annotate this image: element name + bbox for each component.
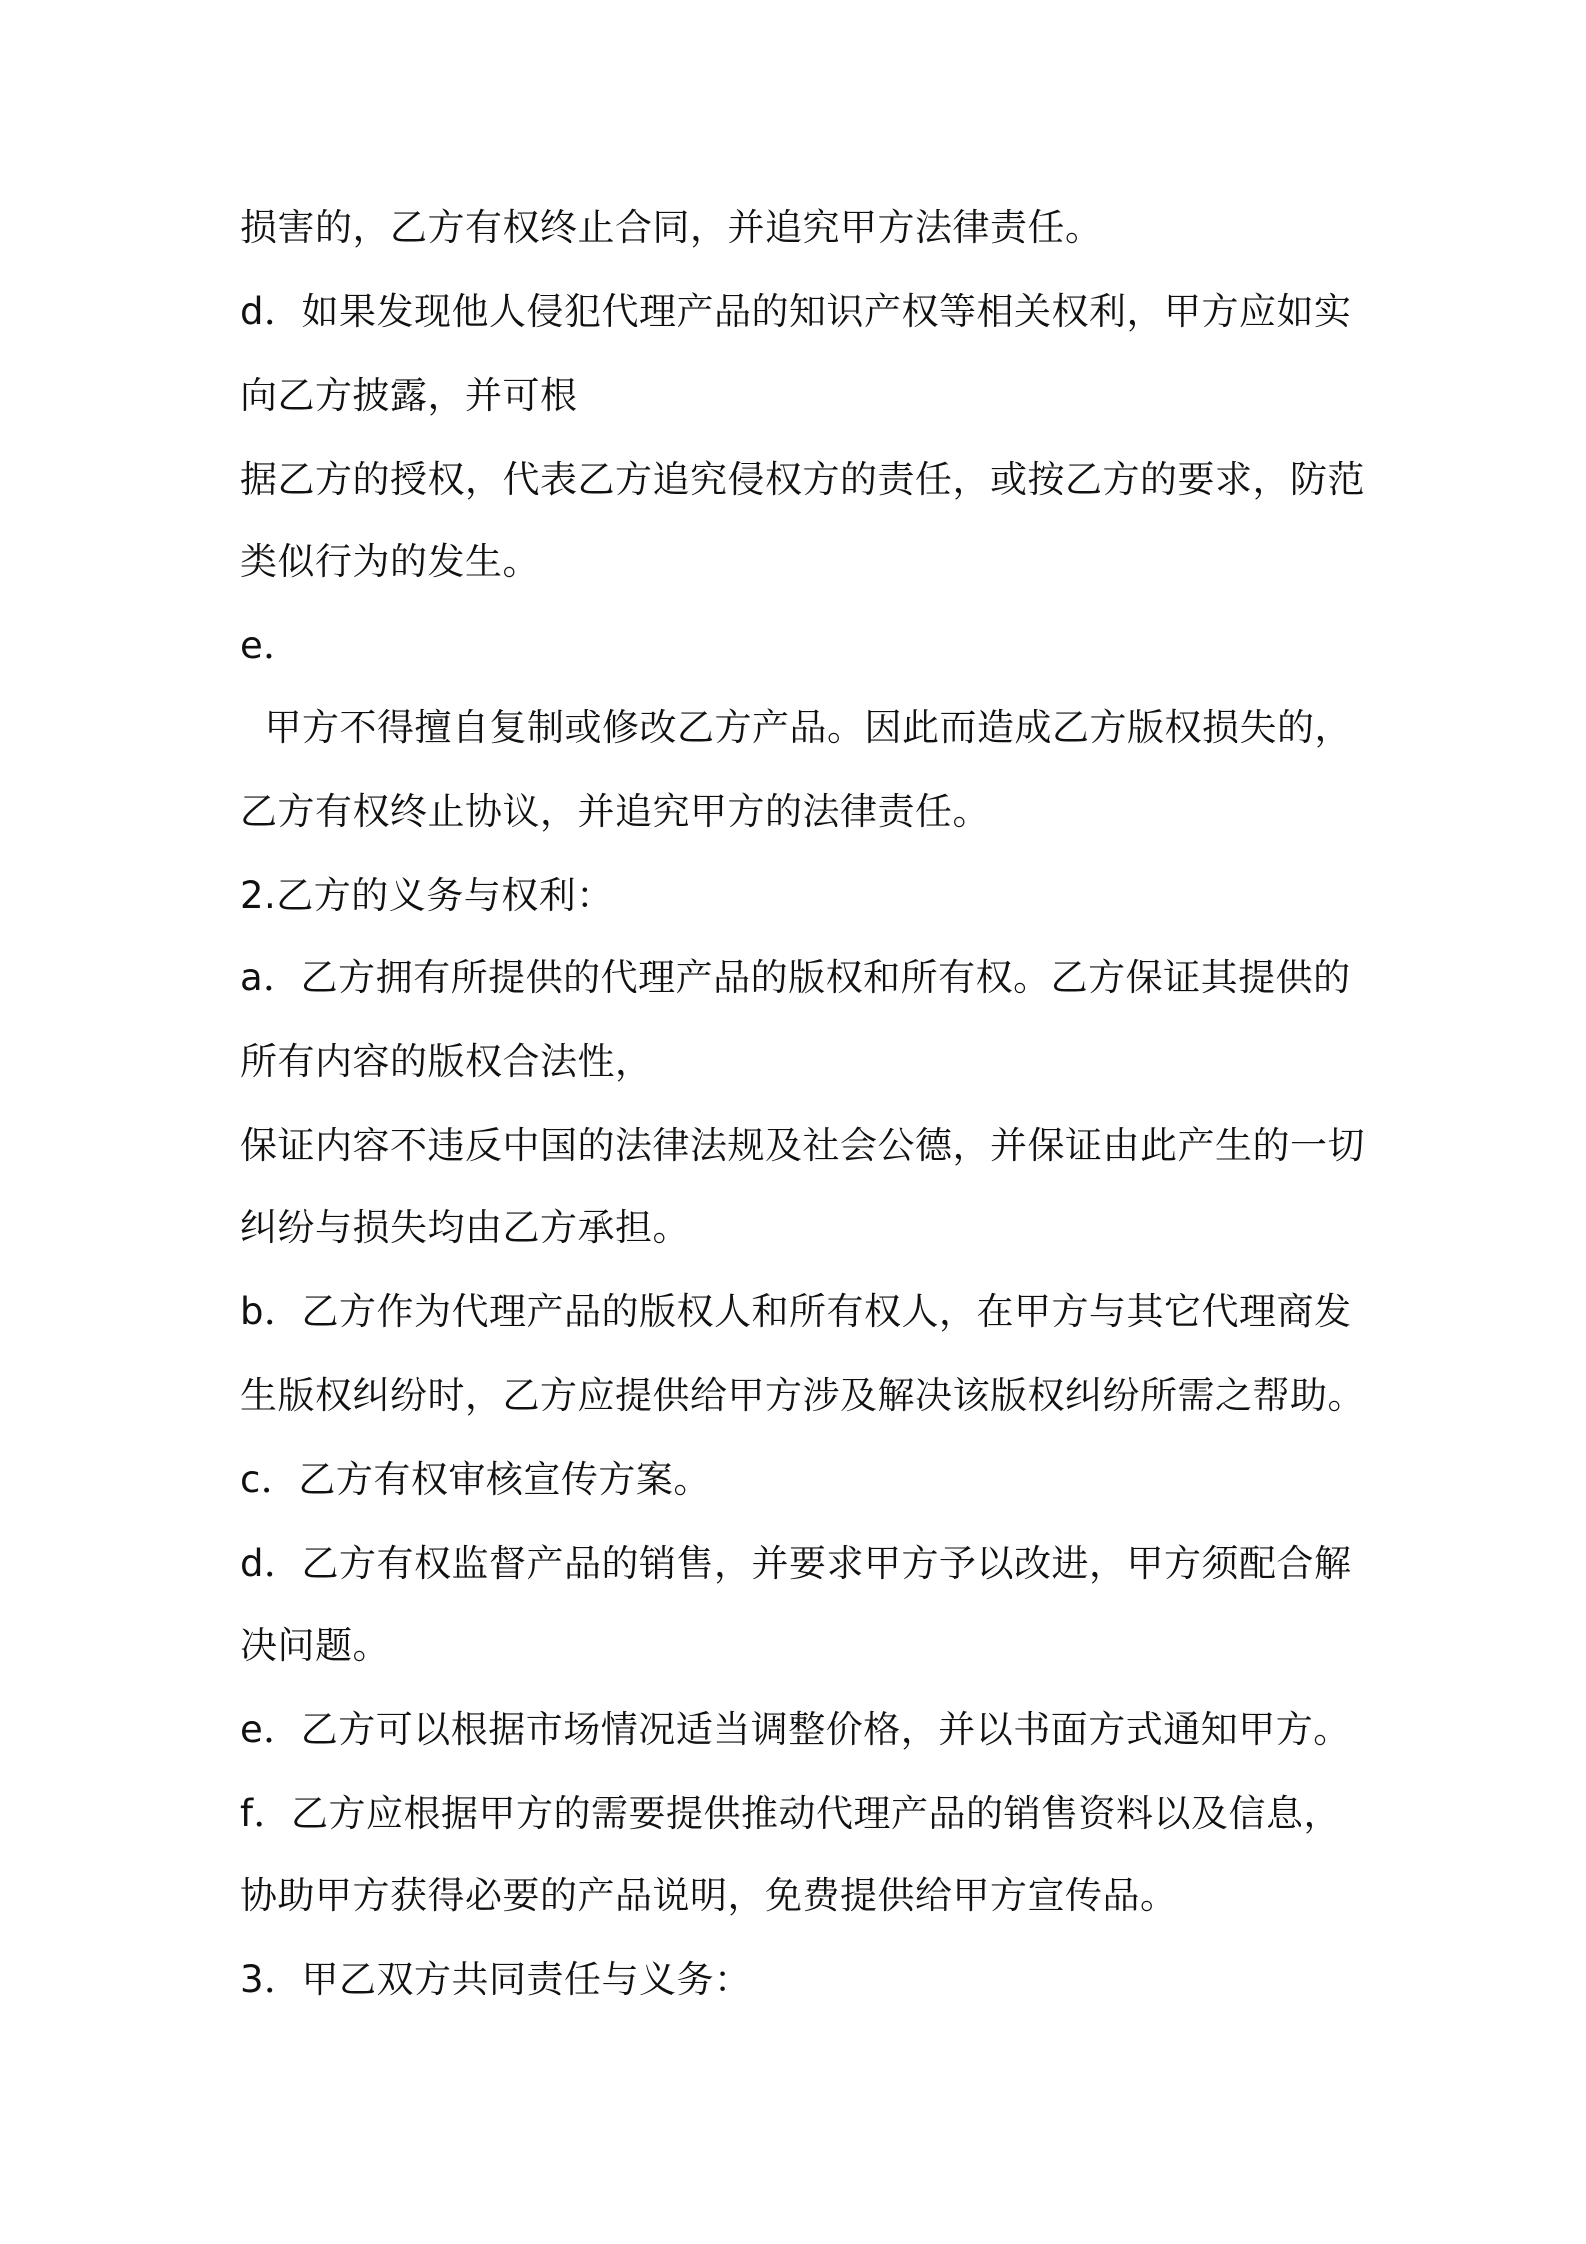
text-line: 据乙方的授权，代表乙方追究侵权方的责任，或按乙方的要求，防范 <box>240 458 1365 501</box>
text-line: 纠纷与损失均由乙方承担。 <box>240 1206 690 1249</box>
text-line: 向乙方披露，并可根 <box>240 374 578 417</box>
text-line: 协助甲方获得必要的产品说明，免费提供给甲方宣传品。 <box>240 1874 1178 1917</box>
text-line: f．乙方应根据甲方的需要提供推动代理产品的销售资料以及信息， <box>240 1792 1342 1835</box>
section-heading: 2.乙方的义务与权利： <box>240 874 614 917</box>
text-line: 损害的，乙方有权终止合同，并追究甲方法律责任。 <box>240 206 1103 249</box>
text-line: b．乙方作为代理产品的版权人和所有权人，在甲方与其它代理商发 <box>240 1290 1352 1333</box>
text-line: a．乙方拥有所提供的代理产品的版权和所有权。乙方保证其提供的 <box>240 956 1351 999</box>
text-line: e．乙方可以根据市场情况适当调整价格，并以书面方式通知甲方。 <box>240 1708 1351 1751</box>
section-heading: 3．甲乙双方共同责任与义务： <box>240 1958 752 2001</box>
text-line: 所有内容的版权合法性， <box>240 1040 653 1083</box>
text-line: 生版权纠纷时，乙方应提供给甲方涉及解决该版权纠纷所需之帮助。 <box>240 1374 1365 1417</box>
text-line: d．如果发现他人侵犯代理产品的知识产权等相关权利，甲方应如实 <box>240 290 1352 333</box>
text-line: 类似行为的发生。 <box>240 540 540 583</box>
text-line: d．乙方有权监督产品的销售，并要求甲方予以改进，甲方须配合解 <box>240 1542 1352 1585</box>
text-line: 甲方不得擅自复制或修改乙方产品。因此而造成乙方版权损失的， <box>240 706 1353 749</box>
text-line: 乙方有权终止协议，并追究甲方的法律责任。 <box>240 790 990 833</box>
text-line: e． <box>240 624 301 667</box>
text-line: 决问题。 <box>240 1624 390 1667</box>
text-line: c．乙方有权审核宣传方案。 <box>240 1458 711 1501</box>
text-line: 保证内容不违反中国的法律法规及社会公德，并保证由此产生的一切 <box>240 1124 1365 1167</box>
